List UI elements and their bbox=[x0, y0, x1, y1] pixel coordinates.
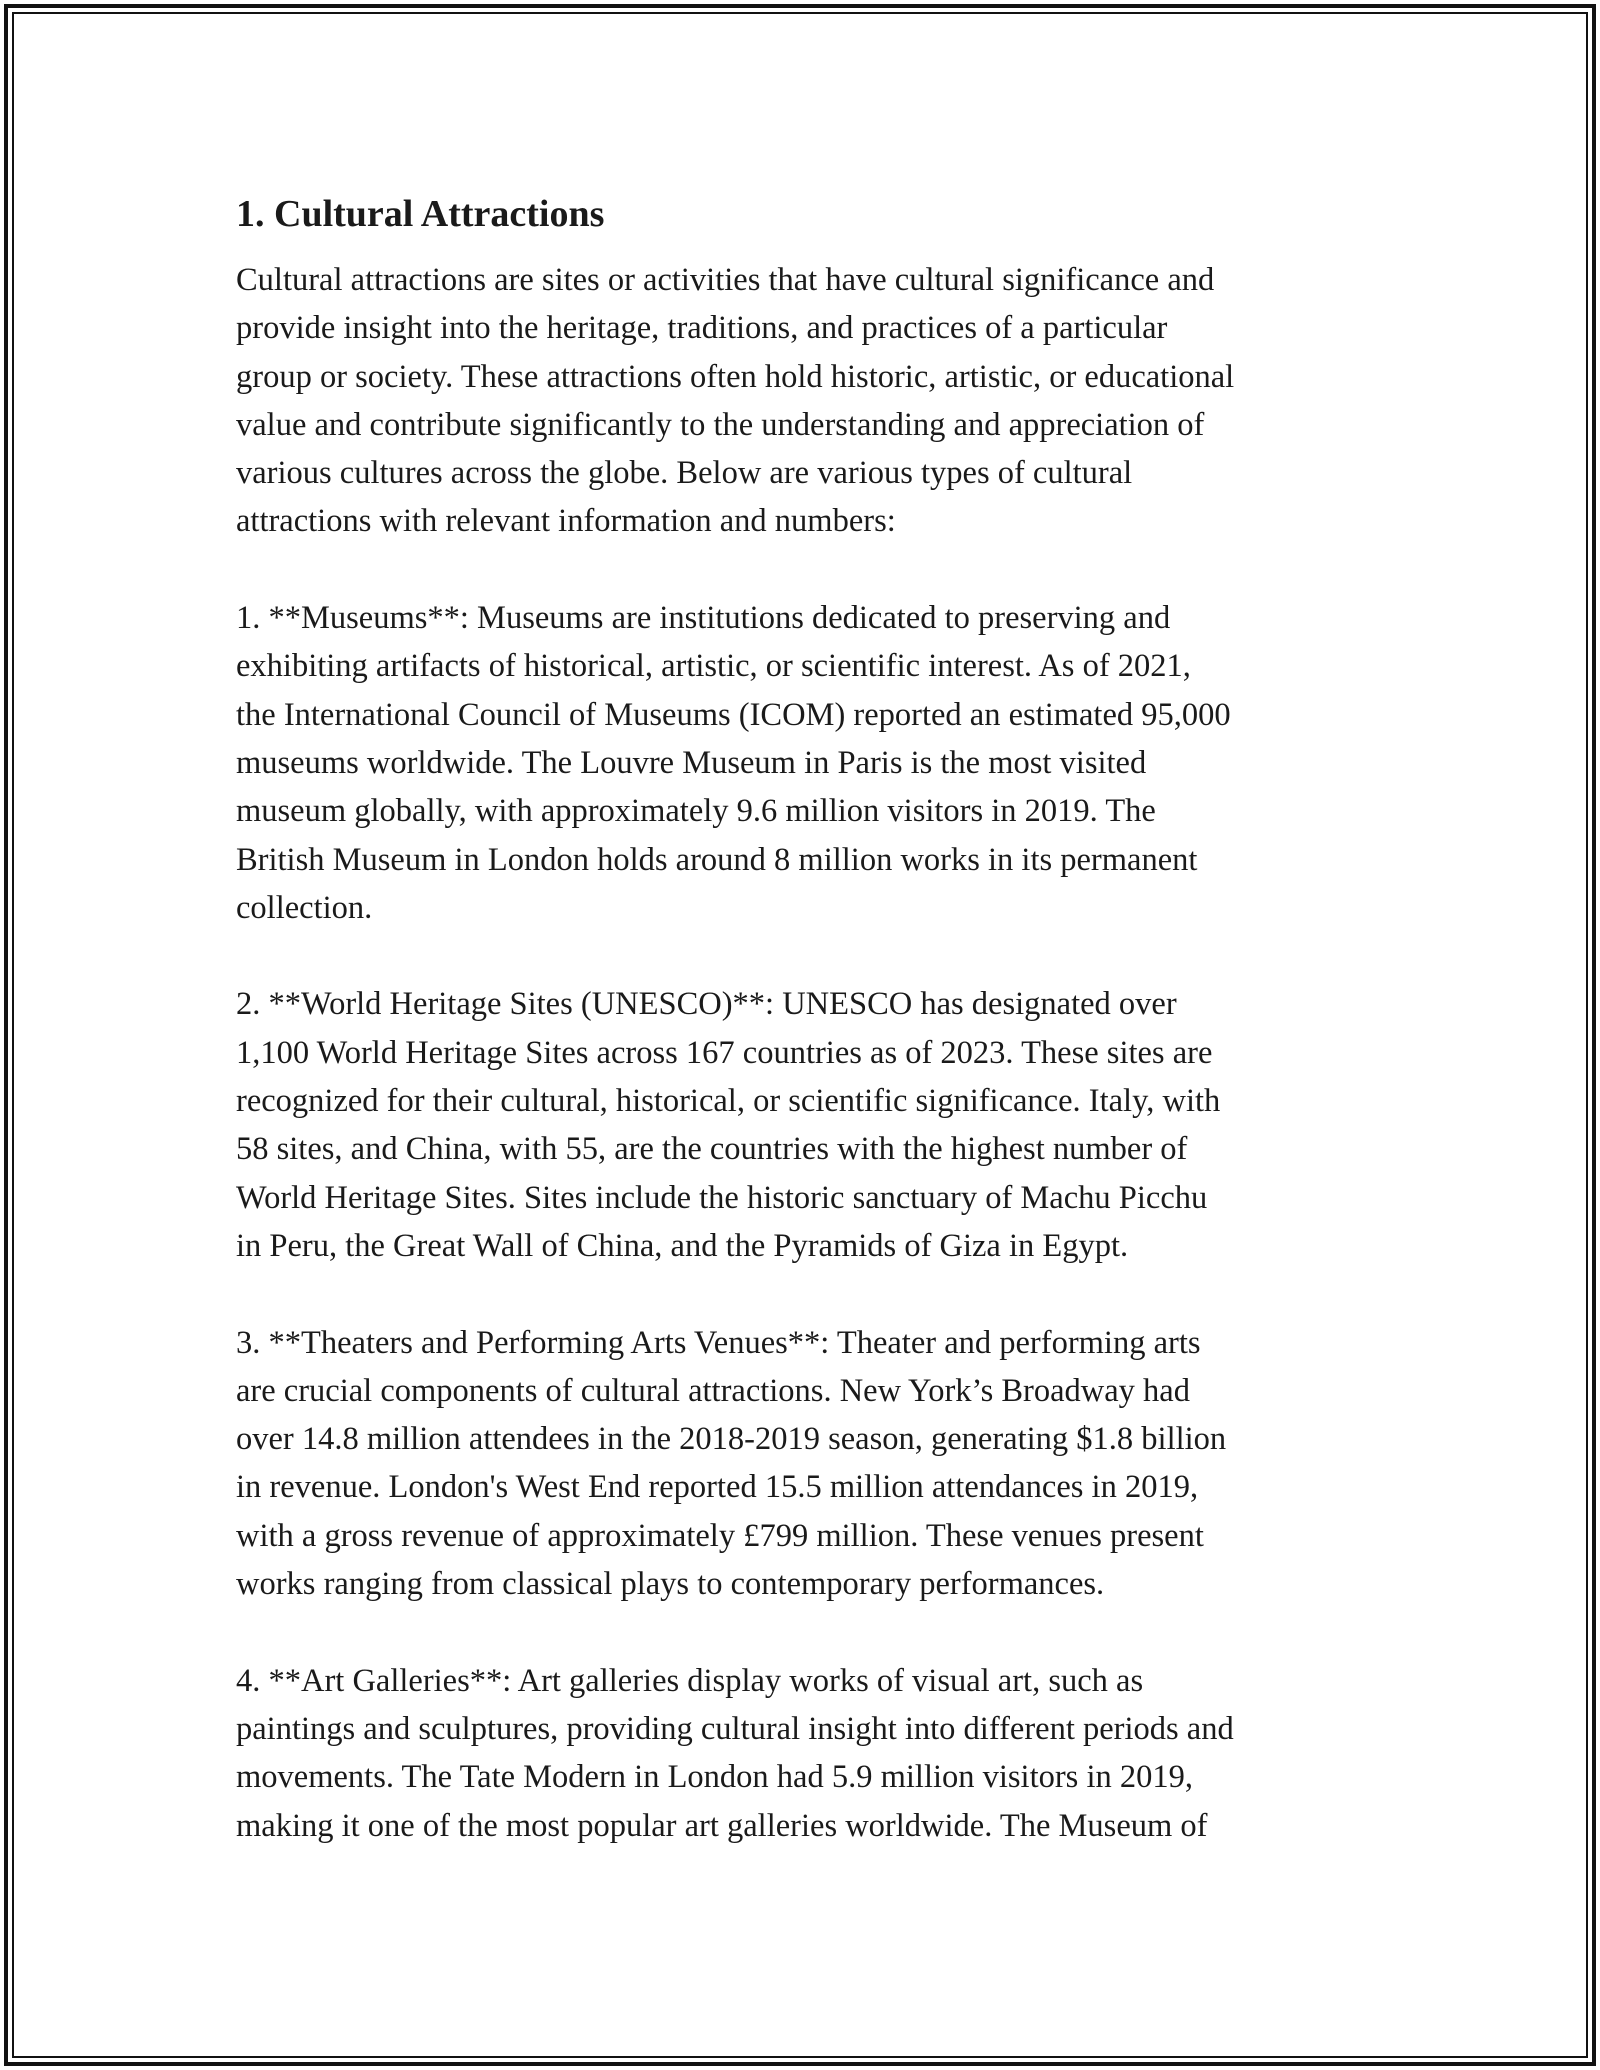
world-heritage-paragraph bbox=[236, 980, 1376, 1270]
text-line: with a gross revenue of approximately £799 million. These venues present bbox=[236, 1517, 1204, 1554]
text-line: 3. **Theaters and Performing Arts Venues**: Theater and performing arts bbox=[236, 1324, 1201, 1361]
text-line: museum globally, with approximately 9.6 million visitors in 2019. The bbox=[236, 793, 1156, 830]
text-line: museums worldwide. The Louvre Museum in Paris is the most visited bbox=[236, 744, 1147, 781]
document-body bbox=[236, 184, 1376, 1898]
text-line: 4. **Art Galleries**: Art galleries display works of visual art, such as bbox=[236, 1662, 1144, 1699]
text-line: in revenue. London's West End reported 15.5 million attendances in 2019, bbox=[236, 1469, 1199, 1506]
text-line: are crucial components of cultural attractions. New York’s Broadway had bbox=[236, 1372, 1190, 1409]
text-line: 1,100 World Heritage Sites across 167 countries as of 2023. These sites are bbox=[236, 1034, 1213, 1071]
text-line: in Peru, the Great Wall of China, and the Pyramids of Giza in Egypt. bbox=[236, 1227, 1129, 1264]
text-line: provide insight into the heritage, traditions, and practices of a particular bbox=[236, 310, 1168, 347]
text-line: works ranging from classical plays to contemporary performances. bbox=[236, 1566, 1105, 1603]
text-line: making it one of the most popular art galleries worldwide. The Museum of bbox=[236, 1807, 1208, 1844]
text-line: attractions with relevant information and numbers: bbox=[236, 503, 896, 540]
theaters-paragraph bbox=[236, 1319, 1376, 1609]
intro-paragraph bbox=[236, 256, 1376, 546]
text-line: Cultural attractions are sites or activities that have cultural significance and bbox=[236, 262, 1215, 298]
museums-paragraph bbox=[236, 594, 1376, 932]
text-line: recognized for their cultural, historical, or scientific significance. Italy, with bbox=[236, 1083, 1221, 1120]
text-line: group or society. These attractions often hold historic, artistic, or educational bbox=[236, 358, 1235, 395]
text-line: paintings and sculptures, providing cultural insight into different periods and bbox=[236, 1710, 1234, 1747]
text-line: collection. bbox=[236, 889, 373, 926]
text-line: 58 sites, and China, with 55, are the countries with the highest number of bbox=[236, 1131, 1188, 1168]
section-heading: 1. Cultural Attractions bbox=[236, 193, 605, 235]
text-line: exhibiting artifacts of historical, artistic, or scientific interest. As of 2021, bbox=[236, 648, 1191, 685]
text-line: 1. **Museums**: Museums are institutions dedicated to preserving and bbox=[236, 600, 1171, 637]
text-line: British Museum in London holds around 8 million works in its permanent bbox=[236, 841, 1198, 878]
text-line: movements. The Tate Modern in London had 5.9 million visitors in 2019, bbox=[236, 1759, 1193, 1796]
text-line: over 14.8 million attendees in the 2018-2019 season, generating $1.8 billion bbox=[236, 1421, 1227, 1458]
art-galleries-paragraph bbox=[236, 1657, 1376, 1850]
text-line: 2. **World Heritage Sites (UNESCO)**: UNESCO has designated over bbox=[236, 986, 1177, 1023]
text-line: value and contribute significantly to the understanding and appreciation of bbox=[236, 406, 1205, 443]
text-line: various cultures across the globe. Below are various types of cultural bbox=[236, 455, 1133, 492]
text-line: the International Council of Museums (ICOM) reported an estimated 95,000 bbox=[236, 696, 1231, 733]
text-line: World Heritage Sites. Sites include the historic sanctuary of Machu Picchu bbox=[236, 1179, 1208, 1216]
